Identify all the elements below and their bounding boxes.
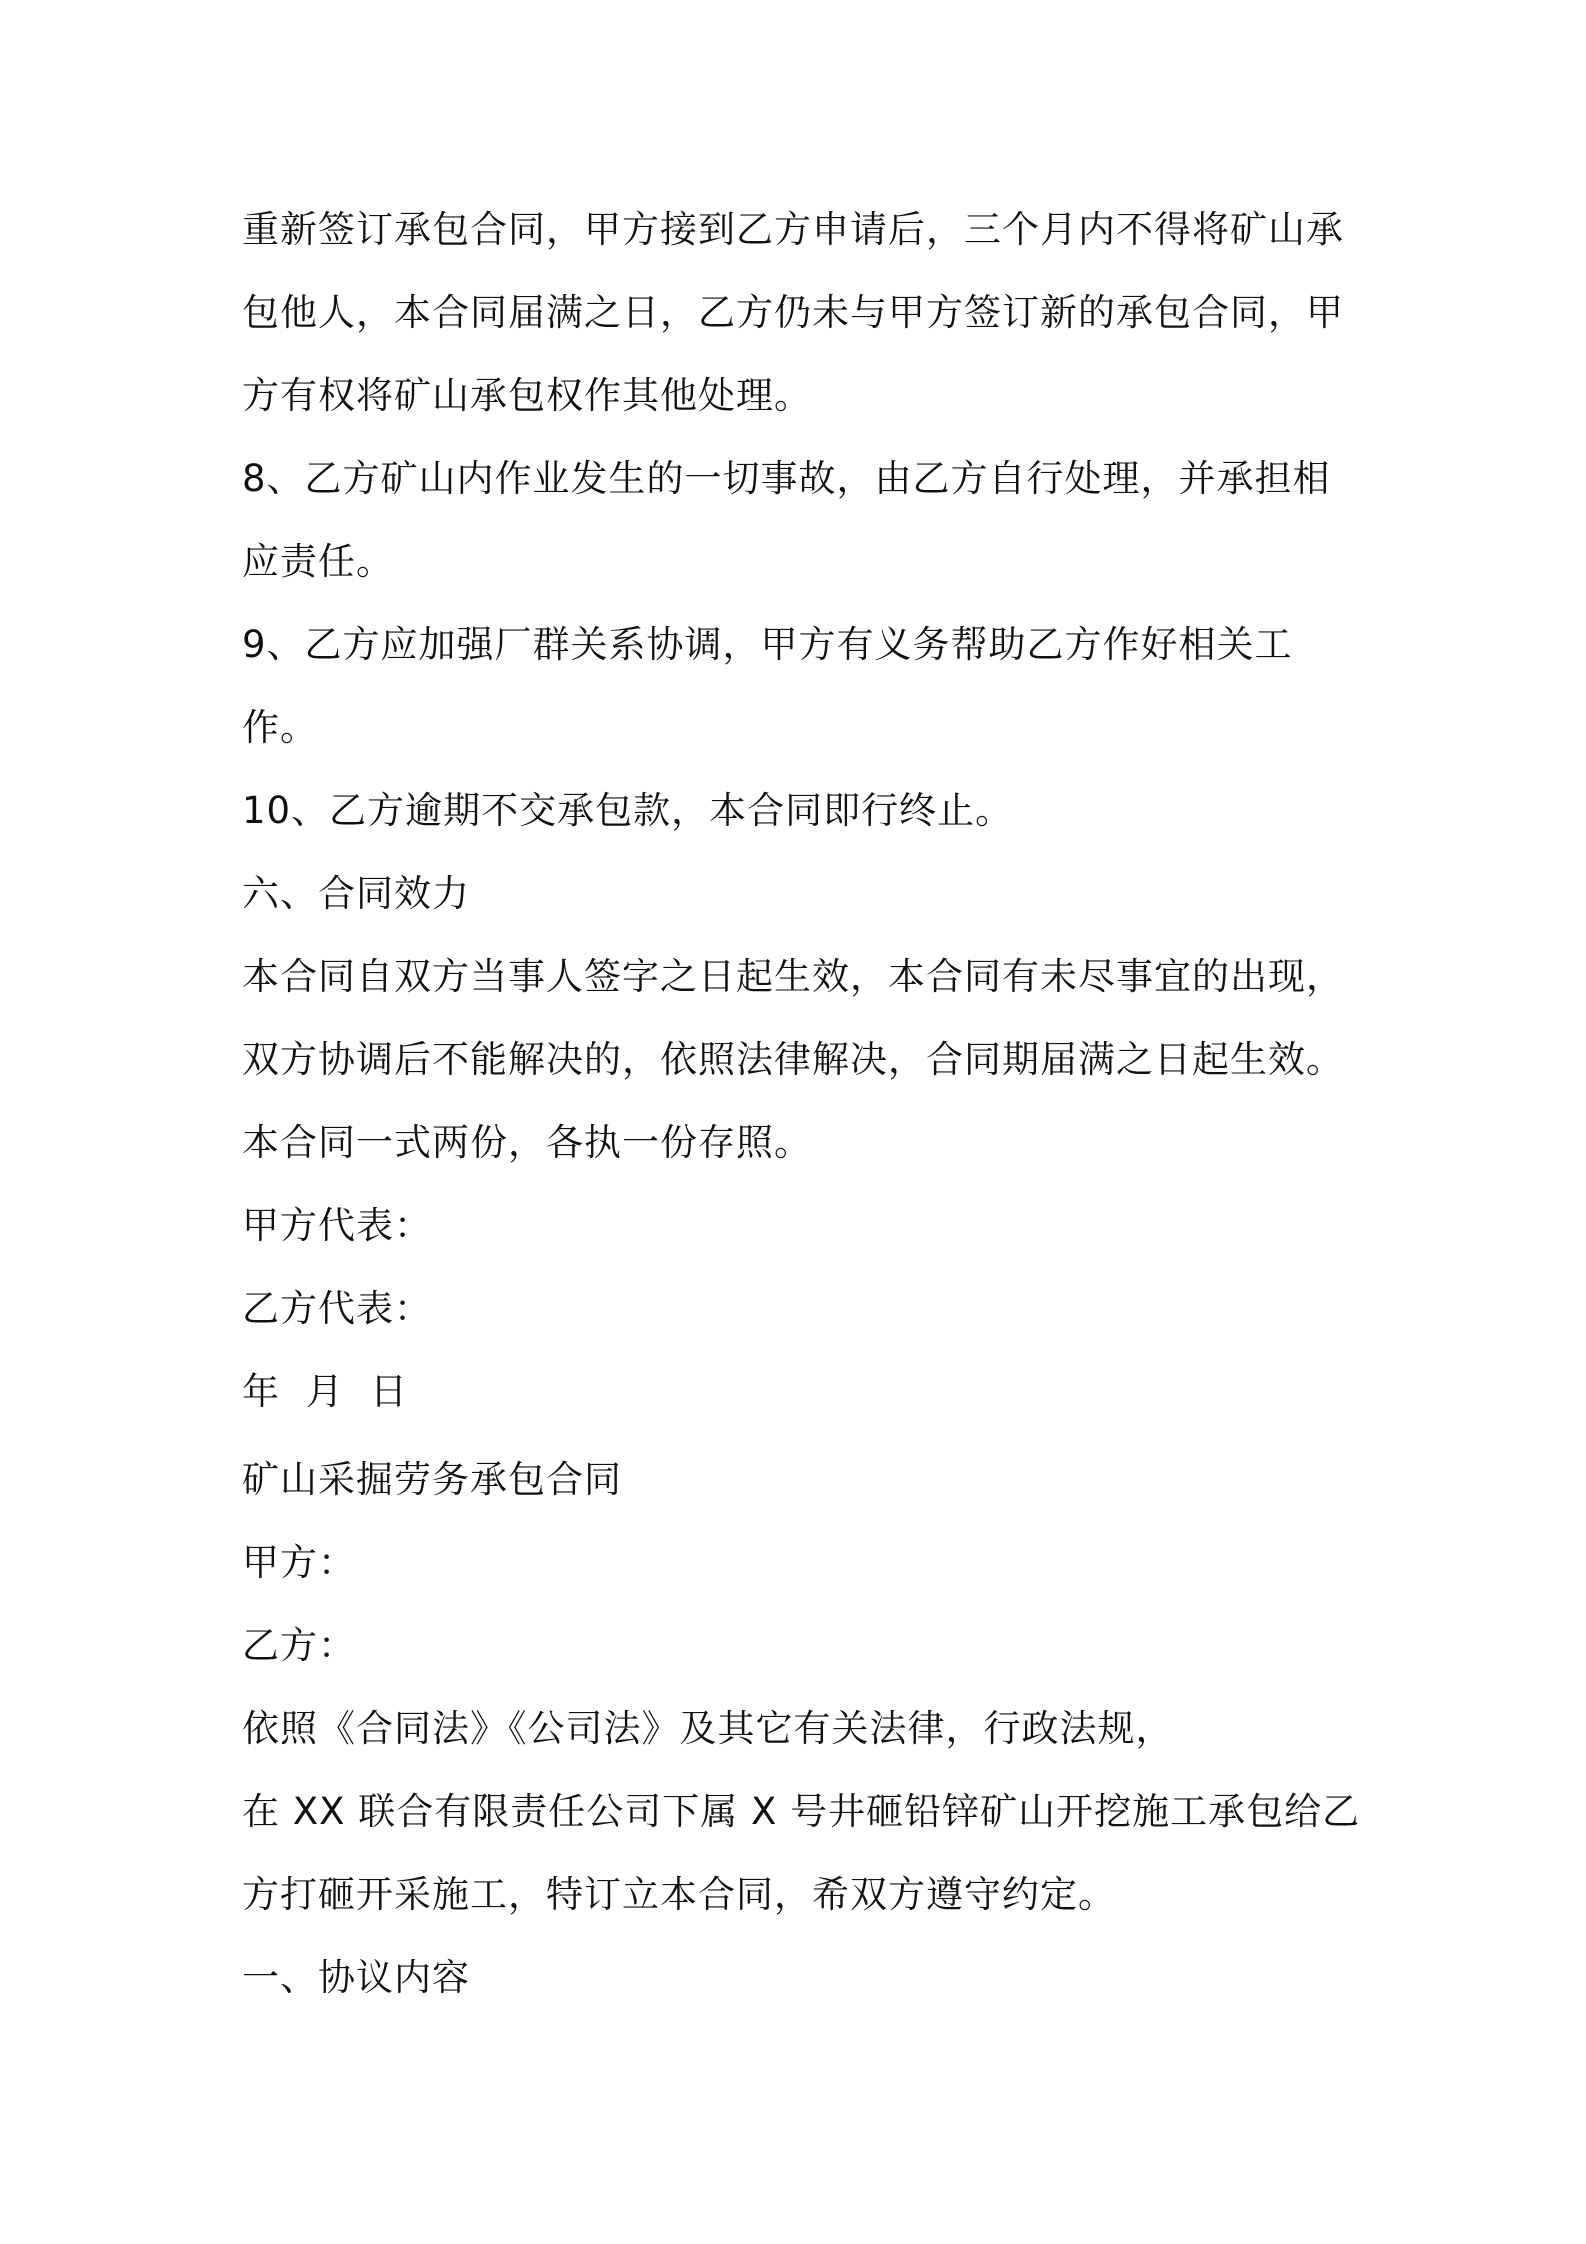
contract-effect-paragraph: 本合同自双方当事人签字之日起生效，本合同有未尽事宜的出现，双方协调后不能解决的，依照法律解决，合同期届满之日起生效。本合同一式两份，各执一份存照。 bbox=[242, 955, 1344, 1164]
party-b-representative-line: 乙方代表： bbox=[242, 1287, 432, 1330]
party-a-representative-line: 甲方代表： bbox=[242, 1204, 432, 1247]
contract-continuation-section bbox=[242, 188, 1362, 1433]
date-line bbox=[242, 1350, 1362, 1433]
renewal-clause-paragraph: 重新签订承包合同，甲方接到乙方申请后，三个月内不得将矿山承包他人，本合同届满之日，乙方仍未与甲方签订新的承包合同，甲方有权将矿山承包权作其他处理。 bbox=[242, 208, 1344, 417]
new-contract-section bbox=[242, 1438, 1362, 2019]
clause-8-paragraph: 8、乙方矿山内作业发生的一切事故，由乙方自行处理，并承担相应责任。 bbox=[242, 457, 1331, 583]
clause-10-paragraph: 10、乙方逾期不交承包款，本合同即行终止。 bbox=[242, 789, 1014, 832]
section-6-heading: 六、合同效力 bbox=[242, 872, 470, 915]
date-day-label: 日 bbox=[370, 1370, 408, 1413]
legal-basis-line: 依照《合同法》《公司法》及其它有关法律，行政法规， bbox=[242, 1707, 1174, 1750]
party-a-line: 甲方： bbox=[242, 1541, 356, 1584]
contract-intro-paragraph: 在 XX 联合有限责任公司下属 X 号井砸铅锌矿山开挖施工承包给乙方打砸开采施工，特订立本合同，希双方遵守约定。 bbox=[242, 1790, 1361, 1916]
contract-title: 矿山采掘劳务承包合同 bbox=[242, 1458, 622, 1501]
section-1-heading: 一、协议内容 bbox=[242, 1956, 470, 1999]
party-b-line: 乙方： bbox=[242, 1624, 356, 1667]
date-month-label: 月 bbox=[306, 1370, 344, 1413]
date-year-label: 年 bbox=[242, 1370, 280, 1413]
clause-9-paragraph: 9、乙方应加强厂群关系协调，甲方有义务帮助乙方作好相关工作。 bbox=[242, 623, 1293, 749]
